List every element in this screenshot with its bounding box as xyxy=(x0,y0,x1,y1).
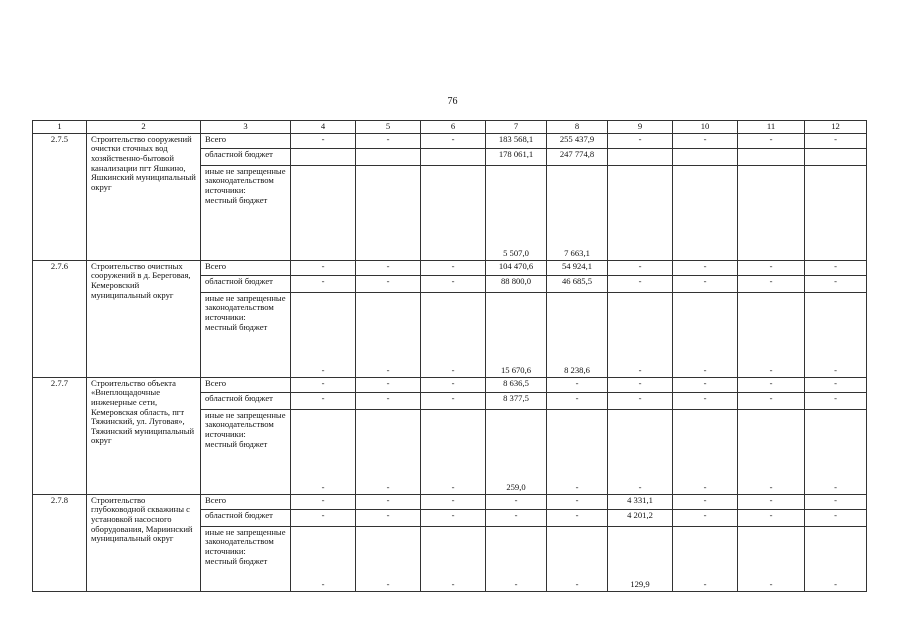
value-cell: - xyxy=(805,509,867,526)
value-cell: - xyxy=(356,260,421,275)
value-cell: 247 774,8 xyxy=(547,148,608,165)
value-cell: - xyxy=(673,292,738,377)
label-regional: областной бюджет xyxy=(201,509,291,526)
value-cell: - xyxy=(356,377,421,392)
value-cell: - xyxy=(356,275,421,292)
value-cell: - xyxy=(291,392,356,409)
label-total: Всего xyxy=(201,133,291,148)
value-cell: - xyxy=(805,409,867,494)
value-cell xyxy=(291,165,356,260)
value-cell: 7 663,1 xyxy=(547,165,608,260)
value-cell: 5 507,0 xyxy=(486,165,547,260)
value-cell: - xyxy=(608,133,673,148)
value-cell: - xyxy=(738,392,805,409)
value-cell: - xyxy=(291,292,356,377)
value-cell: 129,9 xyxy=(608,526,673,591)
value-cell: - xyxy=(738,133,805,148)
value-cell: 255 437,9 xyxy=(547,133,608,148)
value-cell: - xyxy=(421,409,486,494)
column-header: 10 xyxy=(673,121,738,134)
value-cell xyxy=(738,148,805,165)
value-cell: - xyxy=(421,292,486,377)
value-cell: - xyxy=(673,409,738,494)
value-cell: - xyxy=(608,392,673,409)
other-sources-text: иные не запрещенные законодательством источники: xyxy=(205,526,286,556)
value-cell: - xyxy=(547,392,608,409)
value-cell: - xyxy=(805,260,867,275)
label-other-sources xyxy=(201,165,291,260)
label-regional: областной бюджет xyxy=(201,148,291,165)
value-cell xyxy=(738,165,805,260)
local-budget-text: местный бюджет xyxy=(205,555,268,566)
value-cell: - xyxy=(738,494,805,509)
budget-table xyxy=(32,120,867,592)
value-cell: 46 685,5 xyxy=(547,275,608,292)
column-header: 5 xyxy=(356,121,421,134)
value-cell: 54 924,1 xyxy=(547,260,608,275)
row-total xyxy=(33,494,867,509)
label-other-sources xyxy=(201,292,291,377)
row-total xyxy=(33,260,867,275)
value-cell: - xyxy=(608,409,673,494)
value-cell: 4 201,2 xyxy=(608,509,673,526)
value-cell: - xyxy=(356,494,421,509)
row-total xyxy=(33,133,867,148)
label-total: Всего xyxy=(201,260,291,275)
value-cell xyxy=(673,148,738,165)
column-header: 4 xyxy=(291,121,356,134)
value-cell: 88 800,0 xyxy=(486,275,547,292)
value-cell: - xyxy=(486,509,547,526)
local-budget-text: местный бюджет xyxy=(205,194,268,205)
value-cell: - xyxy=(547,509,608,526)
value-cell: - xyxy=(738,275,805,292)
value-cell: - xyxy=(547,494,608,509)
value-cell: - xyxy=(673,509,738,526)
value-cell: - xyxy=(486,526,547,591)
value-cell: 8 377,5 xyxy=(486,392,547,409)
value-cell: - xyxy=(805,292,867,377)
value-cell: - xyxy=(738,377,805,392)
value-cell: - xyxy=(738,292,805,377)
value-cell: - xyxy=(291,509,356,526)
value-cell: - xyxy=(547,409,608,494)
value-cell xyxy=(608,148,673,165)
value-cell: - xyxy=(673,377,738,392)
value-cell: - xyxy=(421,133,486,148)
value-cell: 8 238,6 xyxy=(547,292,608,377)
value-cell: - xyxy=(291,133,356,148)
value-cell: - xyxy=(356,392,421,409)
value-cell: - xyxy=(421,526,486,591)
value-cell: - xyxy=(547,377,608,392)
value-cell: - xyxy=(421,377,486,392)
value-cell: - xyxy=(608,275,673,292)
value-cell: - xyxy=(291,260,356,275)
value-cell: - xyxy=(608,377,673,392)
value-cell: - xyxy=(356,133,421,148)
value-cell: - xyxy=(673,392,738,409)
value-cell xyxy=(421,148,486,165)
label-total: Всего xyxy=(201,494,291,509)
row-name: Строительство глубоководной скважины с установкой насосного оборудования, Мариинский муниципальный округ xyxy=(87,494,201,591)
value-cell: 4 331,1 xyxy=(608,494,673,509)
label-regional: областной бюджет xyxy=(201,392,291,409)
value-cell: 8 636,5 xyxy=(486,377,547,392)
value-cell: - xyxy=(356,526,421,591)
value-cell xyxy=(805,165,867,260)
value-cell: - xyxy=(738,526,805,591)
value-cell: - xyxy=(805,526,867,591)
value-cell xyxy=(673,165,738,260)
column-header: 6 xyxy=(421,121,486,134)
value-cell: 259,0 xyxy=(486,409,547,494)
value-cell xyxy=(608,165,673,260)
row-total xyxy=(33,377,867,392)
value-cell: - xyxy=(673,526,738,591)
column-header: 12 xyxy=(805,121,867,134)
column-header: 9 xyxy=(608,121,673,134)
row-code: 2.7.6 xyxy=(33,260,87,377)
value-cell: - xyxy=(673,133,738,148)
local-budget-text: местный бюджет xyxy=(205,438,268,449)
value-cell: - xyxy=(608,260,673,275)
value-cell: - xyxy=(608,292,673,377)
value-cell: - xyxy=(421,275,486,292)
value-cell xyxy=(291,148,356,165)
value-cell xyxy=(356,165,421,260)
value-cell: - xyxy=(805,494,867,509)
row-name: Строительство очистных сооружений в д. Береговая, Кемеровский муниципальный округ xyxy=(87,260,201,377)
other-sources-text: иные не запрещенные законодательством источники: xyxy=(205,409,286,439)
value-cell xyxy=(356,148,421,165)
value-cell: - xyxy=(291,275,356,292)
value-cell: - xyxy=(805,377,867,392)
column-header-row xyxy=(33,121,867,134)
row-name: Строительство объекта «Внеплощадочные инженерные сети, Кемеровская область, пгт Тяжинский, ул. Луговая», Тяжинский муниципальный округ xyxy=(87,377,201,494)
value-cell: - xyxy=(356,409,421,494)
value-cell xyxy=(805,148,867,165)
value-cell: - xyxy=(738,509,805,526)
page-number: 76 xyxy=(447,96,458,107)
column-header: 3 xyxy=(201,121,291,134)
label-regional: областной бюджет xyxy=(201,275,291,292)
value-cell: - xyxy=(291,409,356,494)
value-cell: - xyxy=(738,409,805,494)
value-cell: - xyxy=(486,494,547,509)
value-cell: - xyxy=(356,509,421,526)
value-cell: - xyxy=(673,275,738,292)
row-code: 2.7.8 xyxy=(33,494,87,591)
value-cell: 15 670,6 xyxy=(486,292,547,377)
value-cell: - xyxy=(356,292,421,377)
column-header: 1 xyxy=(33,121,87,134)
column-header: 2 xyxy=(87,121,201,134)
value-cell: - xyxy=(673,260,738,275)
label-other-sources xyxy=(201,526,291,591)
value-cell: - xyxy=(291,494,356,509)
value-cell: - xyxy=(421,494,486,509)
label-total: Всего xyxy=(201,377,291,392)
value-cell xyxy=(421,165,486,260)
column-header: 11 xyxy=(738,121,805,134)
value-cell: - xyxy=(421,260,486,275)
other-sources-text: иные не запрещенные законодательством источники: xyxy=(205,292,286,322)
value-cell: - xyxy=(738,260,805,275)
value-cell: - xyxy=(673,494,738,509)
other-sources-text: иные не запрещенные законодательством источники: xyxy=(205,165,286,195)
label-other-sources xyxy=(201,409,291,494)
value-cell: - xyxy=(291,377,356,392)
value-cell: - xyxy=(805,133,867,148)
value-cell: - xyxy=(547,526,608,591)
row-code: 2.7.5 xyxy=(33,133,87,260)
row-code: 2.7.7 xyxy=(33,377,87,494)
local-budget-text: местный бюджет xyxy=(205,321,268,332)
value-cell: 183 568,1 xyxy=(486,133,547,148)
value-cell: - xyxy=(805,275,867,292)
value-cell: 178 061,1 xyxy=(486,148,547,165)
value-cell: - xyxy=(805,392,867,409)
value-cell: 104 470,6 xyxy=(486,260,547,275)
row-name: Строительство сооружений очистки сточных вод хозяйственно-бытовой канализации пгт Яшкино, Яшкинский муниципальный округ xyxy=(87,133,201,260)
value-cell: - xyxy=(421,509,486,526)
value-cell: - xyxy=(421,392,486,409)
column-header: 7 xyxy=(486,121,547,134)
column-header: 8 xyxy=(547,121,608,134)
value-cell: - xyxy=(291,526,356,591)
